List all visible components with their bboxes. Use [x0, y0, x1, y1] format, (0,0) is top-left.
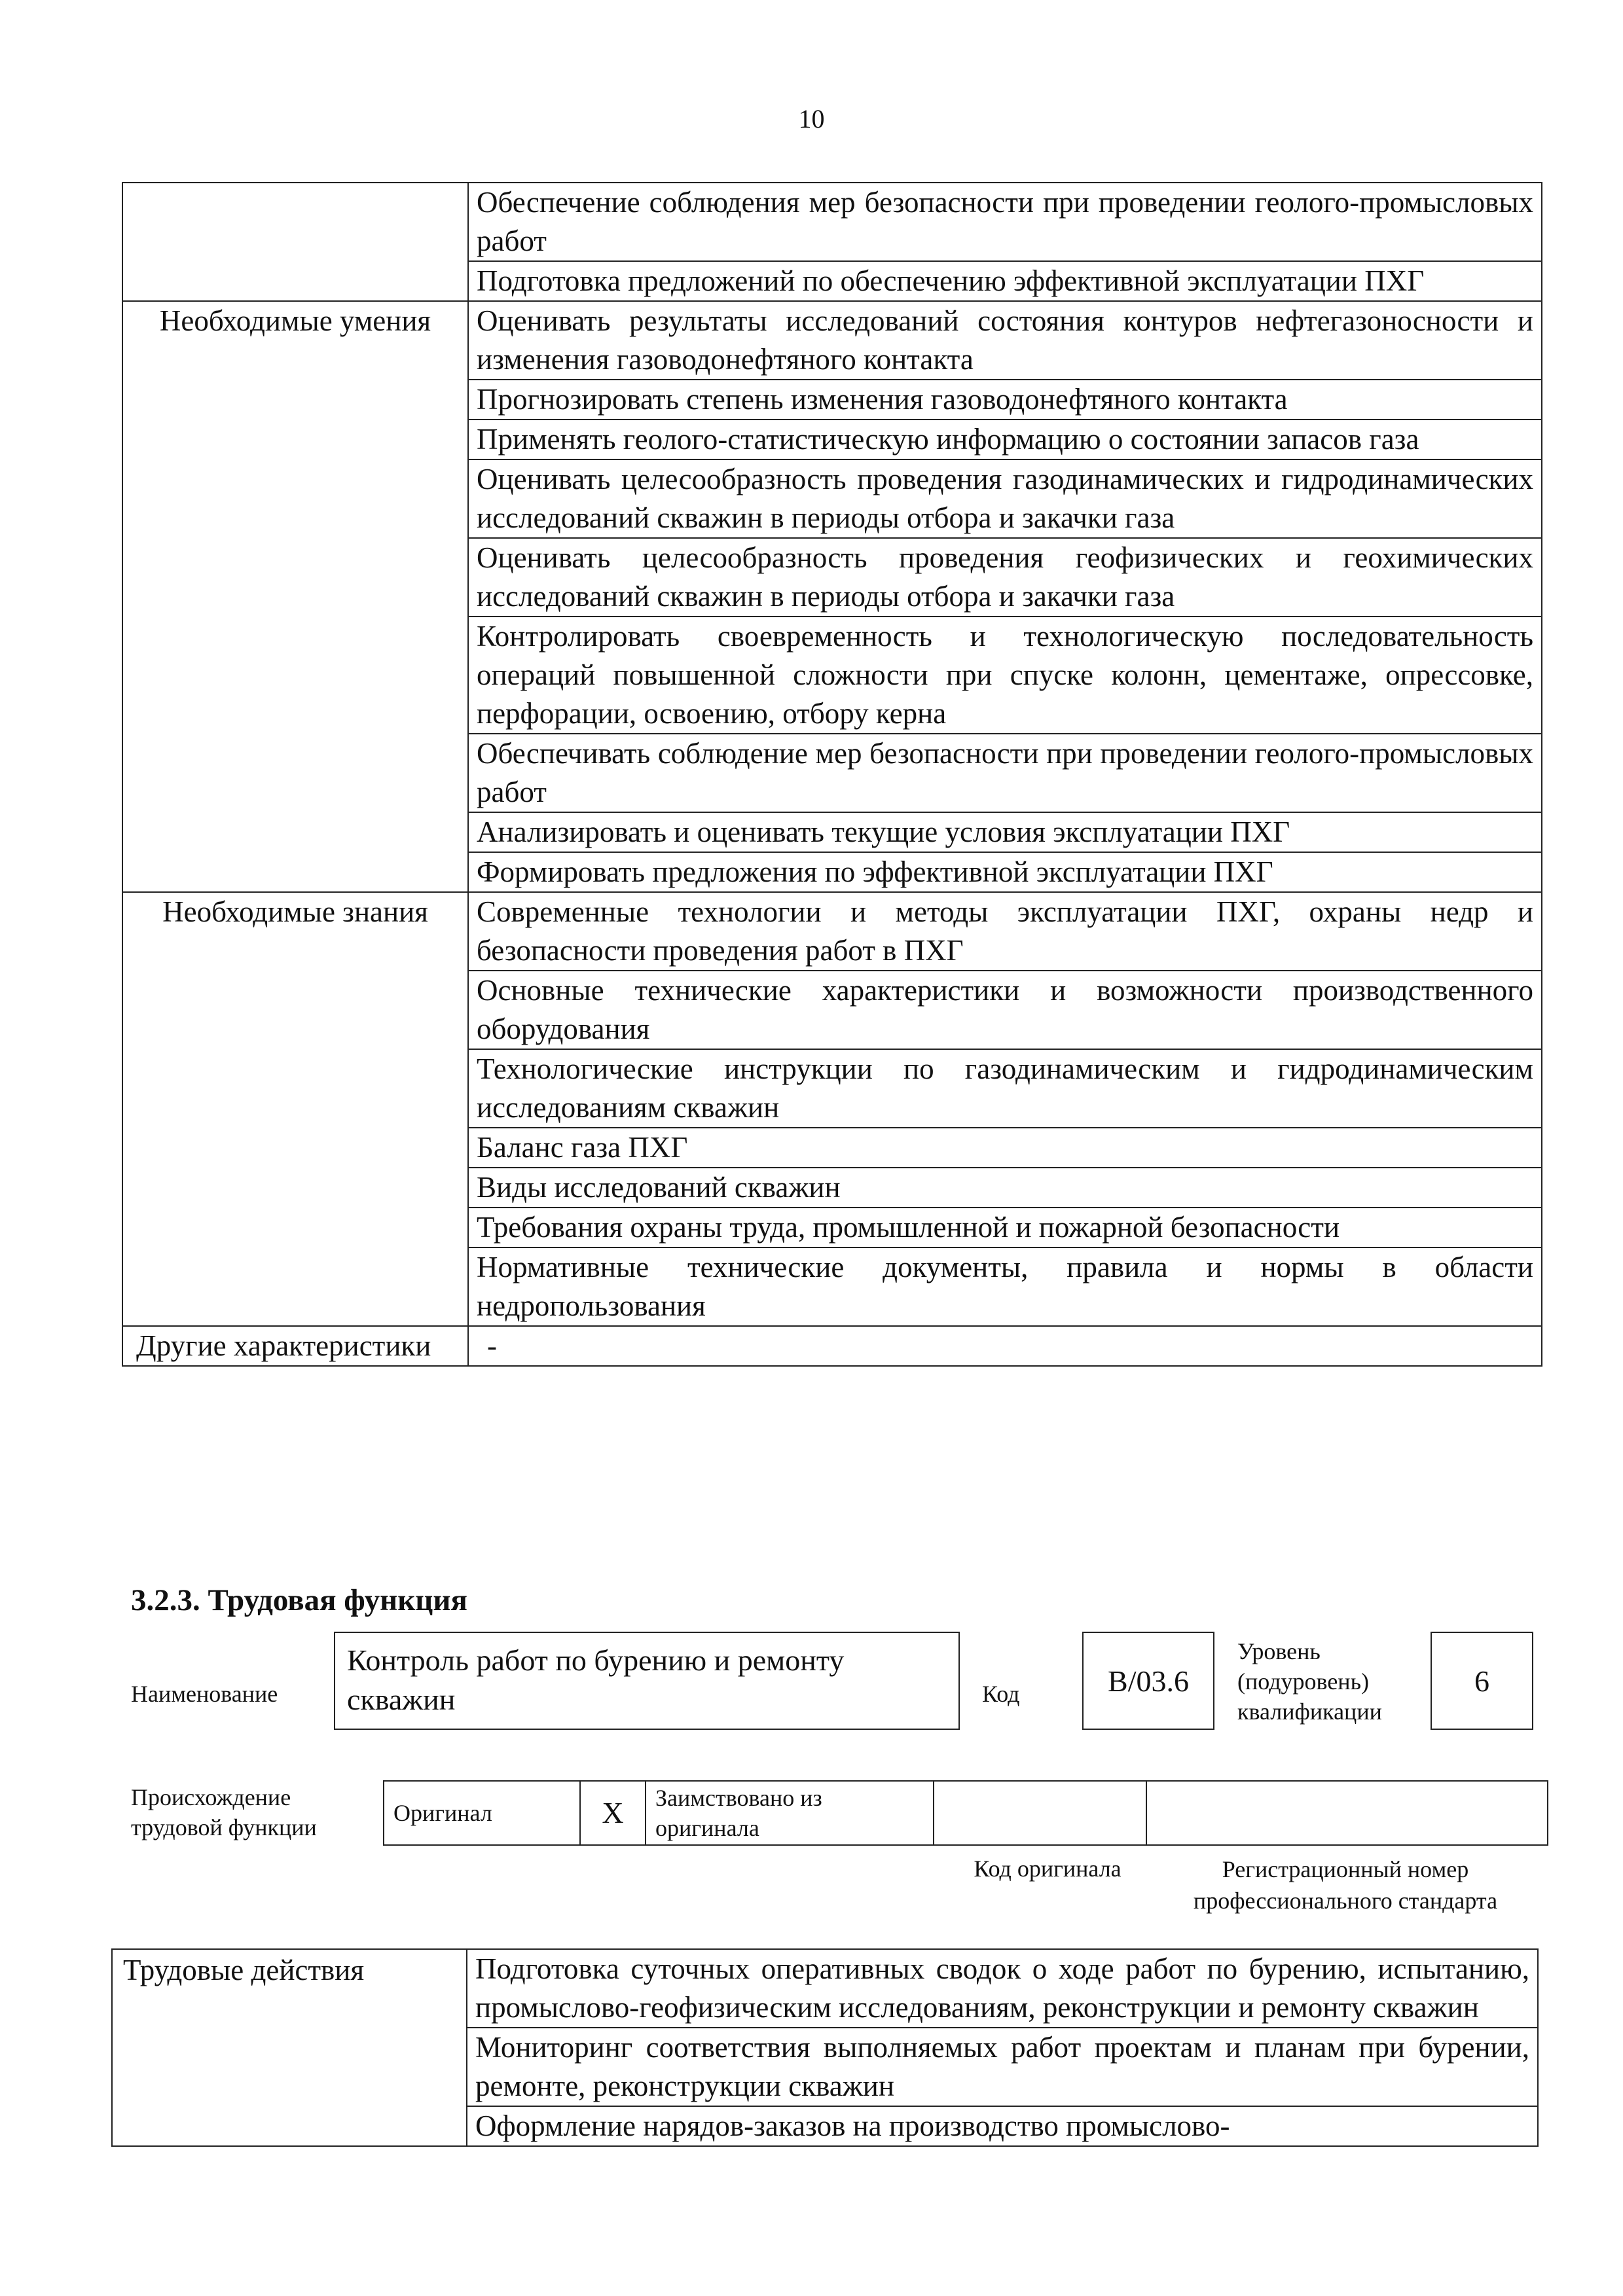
table-row — [122, 1326, 1542, 1366]
table-cell: Обеспечение соблюдения мер безопасности при проведении геолого-промысловых работ — [468, 183, 1542, 261]
table-cell: Подготовка предложений по обеспечению эффективной эксплуатации ПХГ — [468, 261, 1542, 301]
function-code-box: B/03.6 — [1082, 1632, 1214, 1730]
knowledge-label: Необходимые знания — [122, 892, 468, 1326]
table-row — [112, 1949, 1538, 2028]
code-label: Код — [982, 1681, 1020, 1707]
labor-action-item: Подготовка суточных оперативных сводок о ходе работ по бурению, испытанию, промыслово-геофизическим исследованиям, реконструкции и ремонту скважин — [467, 1949, 1538, 2028]
skill-item: Контролировать своевременность и технологическую последовательность операций повышенной сложности при спуске колонн, цементаже, опрессовке, перфорации, освоению, отбору керна — [468, 617, 1542, 734]
table-row — [122, 301, 1542, 380]
other-label: Другие характеристики — [122, 1326, 468, 1366]
other-value: - — [468, 1326, 1542, 1366]
skill-item: Оценивать результаты исследований состояния контуров нефтегазоносности и изменения газоводонефтяного контакта — [468, 301, 1542, 380]
knowledge-item: Виды исследований скважин — [468, 1168, 1542, 1208]
knowledge-item: Современные технологии и методы эксплуатации ПХГ, охраны недр и безопасности проведения работ в ПХГ — [468, 892, 1542, 971]
origin-code-cell — [934, 1781, 1146, 1845]
empty-label-cell — [122, 183, 468, 301]
original-label: Оригинал — [384, 1781, 580, 1845]
table-row — [384, 1781, 1548, 1845]
skill-item: Прогнозировать степень изменения газоводонефтяного контакта — [468, 380, 1542, 420]
origin-table — [383, 1780, 1548, 1846]
knowledge-item: Технологические инструкции по газодинамическим и гидродинамическим исследованиям скважин — [468, 1049, 1542, 1128]
reg-number-caption: Регистрационный номер профессионального стандарта — [1193, 1856, 1498, 1914]
labor-action-item: Оформление нарядов-заказов на производство промыслово- — [467, 2106, 1538, 2146]
skill-item: Формировать предложения по эффективной эксплуатации ПХГ — [468, 852, 1542, 892]
level-label: Уровень (подуровень) квалификации — [1237, 1638, 1382, 1725]
original-mark: X — [580, 1781, 646, 1845]
knowledge-item: Баланс газа ПХГ — [468, 1128, 1542, 1168]
origin-code-caption: Код оригинала — [974, 1856, 1122, 1882]
skill-item: Оценивать целесообразность проведения газодинамических и гидродинамических исследований скважин в периоды отбора и закачки газа — [468, 459, 1542, 538]
name-label: Наименование — [131, 1681, 278, 1707]
skill-item: Применять геолого-статистическую информацию о состоянии запасов газа — [468, 420, 1542, 459]
labor-actions-table — [111, 1948, 1539, 2147]
skill-item: Анализировать и оценивать текущие условия эксплуатации ПХГ — [468, 812, 1542, 852]
table-row — [122, 892, 1542, 971]
skill-item: Оценивать целесообразность проведения геофизических и геохимических исследований скважин в периоды отбора и закачки газа — [468, 538, 1542, 617]
reg-number-cell — [1146, 1781, 1548, 1845]
borrowed-label: Заимствовано из оригинала — [646, 1781, 934, 1845]
level-value-box: 6 — [1431, 1632, 1533, 1730]
requirements-table — [122, 182, 1542, 1367]
knowledge-item: Основные технические характеристики и возможности производственного оборудования — [468, 971, 1542, 1049]
skill-item: Обеспечивать соблюдение мер безопасности при проведении геолого-промысловых работ — [468, 734, 1542, 812]
origin-label: Происхождение трудовой функции — [131, 1784, 317, 1840]
knowledge-item: Требования охраны труда, промышленной и пожарной безопасности — [468, 1208, 1542, 1247]
labor-actions-label: Трудовые действия — [112, 1949, 467, 2146]
function-name-box: Контроль работ по бурению и ремонту скважин — [334, 1632, 960, 1730]
knowledge-item: Нормативные технические документы, правила и нормы в области недропользования — [468, 1247, 1542, 1326]
section-title: 3.2.3. Трудовая функция — [131, 1583, 467, 1617]
table-row — [122, 183, 1542, 261]
page-number: 10 — [798, 104, 825, 134]
labor-action-item: Мониторинг соответствия выполняемых работ проектам и планам при бурении, ремонте, реконструкции скважин — [467, 2028, 1538, 2106]
skills-label: Необходимые умения — [122, 301, 468, 892]
